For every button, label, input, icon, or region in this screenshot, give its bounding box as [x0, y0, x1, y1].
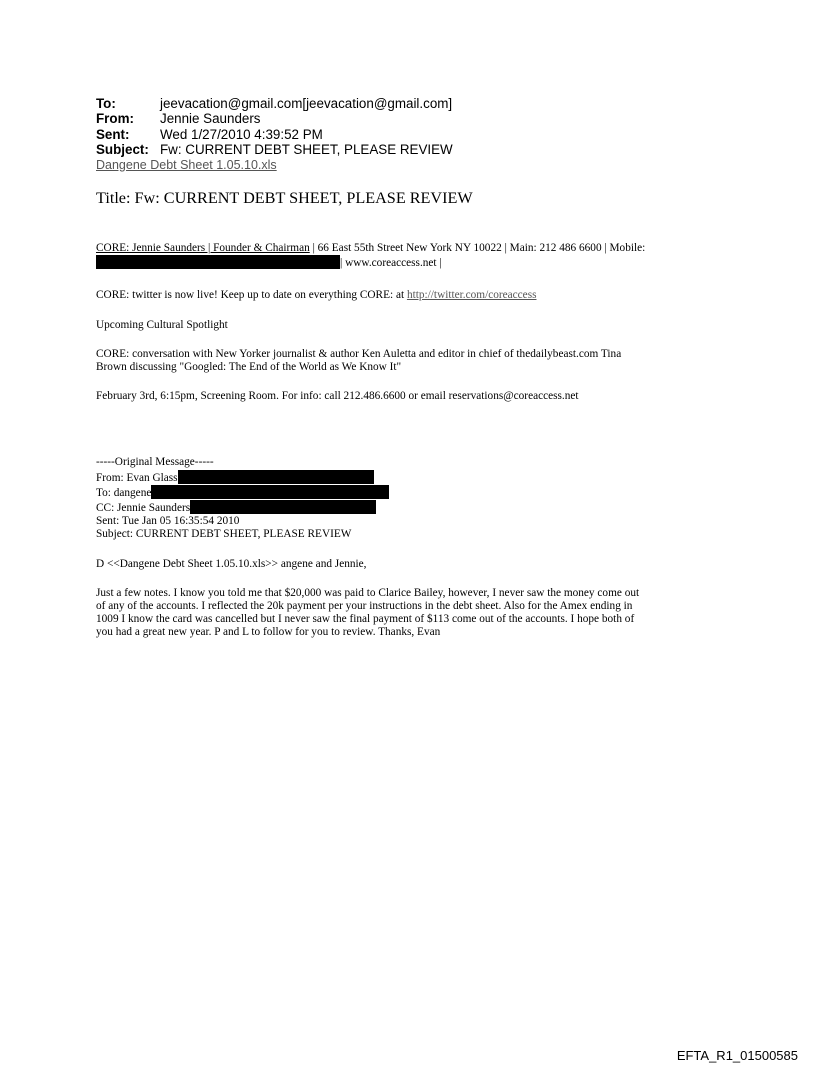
redaction-block [151, 485, 389, 499]
subject-row [96, 142, 453, 157]
greeting: D <<Dangene Debt Sheet 1.05.10.xls>> angene and Jennie, [96, 557, 367, 570]
signature-website: | www.coreaccess.net | [340, 257, 442, 270]
original-to [96, 485, 736, 500]
subject-value: Fw: CURRENT DEBT SHEET, PLEASE REVIEW [160, 142, 453, 158]
original-to-text: To: dangene [96, 486, 152, 499]
spotlight-heading: Upcoming Cultural Spotlight [96, 318, 228, 331]
to-label: To: [96, 96, 116, 111]
email-body [96, 242, 736, 640]
twitter-link[interactable]: http://twitter.com/coreaccess [406, 289, 537, 302]
signature-line [96, 242, 736, 255]
event-line-1: CORE: conversation with New Yorker journalist & author Ken Auletta and editor in chief of thedailybeast.com Tina [96, 347, 622, 360]
redaction-block [96, 255, 340, 269]
event-line-2: Brown discussing "Googled: The End of the World as We Know It" [96, 361, 402, 374]
message-line-4: you had a great new year. P and L to follow for you to review. Thanks, Evan [96, 626, 441, 639]
email-title: Title: Fw: CURRENT DEBT SHEET, PLEASE REVIEW [96, 189, 473, 207]
twitter-line [96, 289, 736, 302]
from-value: Jennie Saunders [160, 111, 261, 127]
message-line-2: of any of the accounts. I reflected the 20k payment per your instructions in the debt sheet. Also for the Amex ending in [96, 600, 633, 613]
sent-label: Sent: [96, 126, 130, 142]
twitter-text: CORE: twitter is now live! Keep up to date on everything CORE: at [96, 289, 407, 302]
redaction-block [190, 500, 376, 514]
message-line-3: 1009 I know the card was cancelled but I never saw the final payment of $113 come out of the accounts. I hope both of [96, 613, 635, 626]
attachment-link[interactable]: Dangene Debt Sheet 1.05.10.xls [96, 157, 277, 172]
signature-name-title: CORE: Jennie Saunders | Founder & Chairman [96, 242, 310, 254]
email-header [96, 96, 453, 173]
original-divider: -----Original Message----- [96, 456, 214, 469]
signature-line-2 [96, 255, 736, 270]
sent-row [96, 127, 453, 142]
to-value: jeevacation@gmail.com[jeevacation@gmail.com] [160, 96, 453, 111]
signature-address: | 66 East 55th Street New York NY 10022 | Main: 212 486 6600 | Mobile: [309, 242, 646, 254]
from-row [96, 111, 453, 126]
original-from [96, 470, 736, 485]
redaction-block [178, 470, 374, 484]
sent-value: Wed 1/27/2010 4:39:52 PM [160, 126, 323, 142]
original-from-text: From: Evan Glass [96, 471, 178, 484]
original-cc-text: CC: Jennie Saunders [96, 502, 191, 515]
original-sent: Sent: Tue Jan 05 16:35:54 2010 [96, 515, 240, 528]
from-label: From: [96, 111, 134, 127]
original-cc [96, 500, 736, 515]
document-id: EFTA_R1_01500585 [676, 1048, 798, 1063]
to-row [96, 96, 453, 111]
event-details: February 3rd, 6:15pm, Screening Room. For info: call 212.486.6600 or email reservations@coreaccess.net [96, 390, 579, 403]
original-subject: Subject: CURRENT DEBT SHEET, PLEASE REVIEW [96, 528, 352, 541]
subject-label: Subject: [96, 142, 149, 158]
message-line-1: Just a few notes. I know you told me that $20,000 was paid to Clarice Bailey, however, I never saw the money come out [96, 586, 640, 599]
